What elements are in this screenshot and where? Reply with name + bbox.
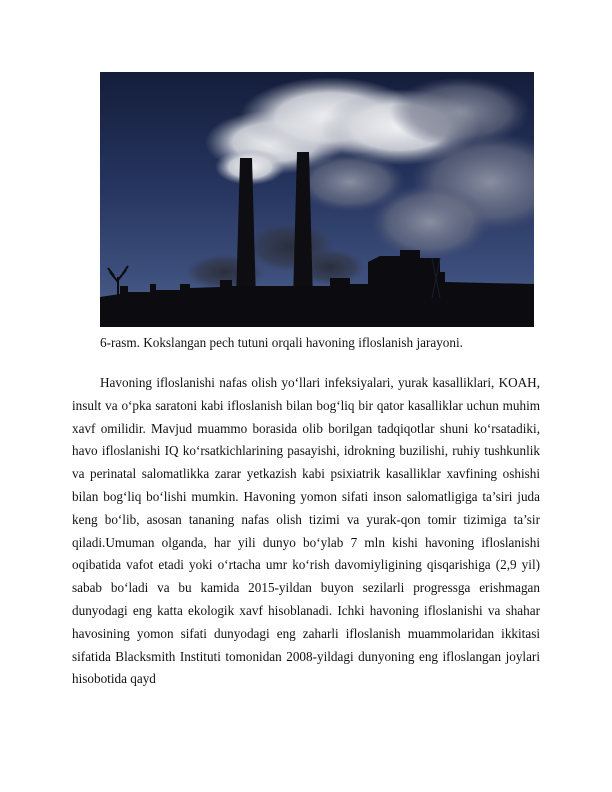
- figure-caption: 6-rasm. Kokslangan pech tutuni orqali havoning ifloslanish jarayoni.: [100, 335, 463, 350]
- body-paragraph: Havoning ifloslanishi nafas olish yo‘llari infeksiyalari, yurak kasalliklari, KOAH, insult va o‘pka saratoni kabi ifloslanish bilan bog‘liq bir qator kasalliklar uchun muhim xavf omilidir. Mavjud muammo borasida olib borilgan tadqiqotlar shuni ko‘rsatadiki, havo ifloslanishi IQ ko‘rsatkichlarining pasayishi, idrokning buzilishi, ruhiy tushkunlik va perinatal salomatlikka zarar yetkazish kabi psixiatrik kasalliklar xavfining oshishi bilan bog‘liq bo‘lishi mumkin. Havoning yomon sifati inson salomatligiga ta’siri juda keng bo‘lib, asosan tananing nafas olish tizimi va yurak-qon tomir tizimiga ta’sir qiladi.Umuman olganda, har yili dunyo bo‘ylab 7 mln kishi havoning ifloslanishi oqibatida vafot etadi yoki o‘rtacha umr ko‘rish davomiyligining qisqarishiga (2,9 yil) sabab bo‘ladi va bu kamida 2015-yildan buyon sezilarli progressga erishmagan dunyodagi eng katta ekologik xavf hisoblanadi. Ichki havoning ifloslanishi va shahar havosining yomon sifati dunyodagi eng zaharli ifloslanish muammolaridan ikkitasi sifatida Blacksmith Instituti tomonidan 2008-yildagi dunyoning eng ifloslangan joylari hisobotida qayd: [72, 375, 540, 687]
- factory-smoke-photo: [100, 72, 534, 327]
